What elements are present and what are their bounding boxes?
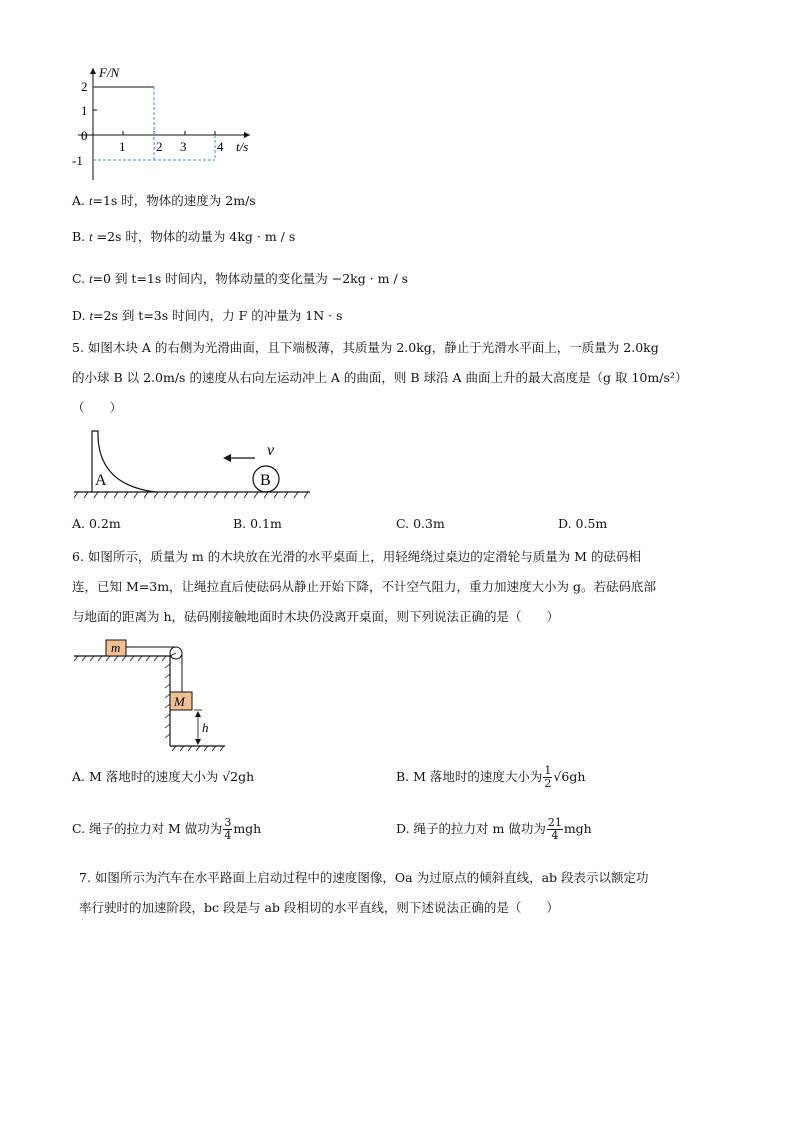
height-label: h <box>202 720 209 735</box>
q4-option-b: B. t =2s 时，物体的动量为 4kg · m / s <box>72 229 296 244</box>
y-tick-2: 2 <box>81 79 88 94</box>
q5-option-b: B. 0.1m <box>233 516 282 531</box>
block-m-label: m <box>111 640 121 655</box>
y-tick-neg1: -1 <box>72 153 83 168</box>
y-axis-label: F/N <box>99 65 120 80</box>
q6-stem-line1: 6. 如图所示，质量为 m 的木块放在光滑的水平桌面上，用轻绳绕过桌边的定滑轮与质量为 M 的砝码相 <box>72 549 641 564</box>
q5-stem-line1: 5. 如图木块 A 的右侧为光滑曲面，且下端极薄，其质量为 2.0kg，静止于光滑水平面上，一质量为 2.0kg <box>72 340 659 355</box>
force-time-graph <box>70 62 270 182</box>
x-tick-4: 4 <box>217 139 224 154</box>
q4-option-c: C. t=0 到 t=1s 时间内，物体动量的变化量为 −2kg · m / s <box>72 271 409 286</box>
y-tick-1: 1 <box>81 103 88 118</box>
q5-stem-line2: 的小球 B 以 2.0m/s 的速度从右向左运动冲上 A 的曲面，则 B 球沿 A 曲面上升的最大高度是（g 取 10m/s²） <box>72 370 688 385</box>
block-big-m-label: M <box>174 694 185 709</box>
q4-option-a: A. t=1s 时，物体的速度为 2m/s <box>72 193 256 208</box>
q5-option-c: C. 0.3m <box>396 516 445 531</box>
q5-figure <box>70 425 315 500</box>
q6-figure <box>70 634 230 754</box>
q6-option-c: C. 绳子的拉力对 M 做功为 $\frac{3}{4}$ mgh <box>72 816 262 842</box>
velocity-label: v <box>267 442 275 459</box>
q5-option-d: D. 0.5m <box>558 516 608 531</box>
y-tick-0: 0 <box>81 128 88 143</box>
q5-option-a: A. 0.2m <box>72 516 121 531</box>
x-tick-3: 3 <box>180 139 187 154</box>
x-tick-2: 2 <box>156 139 163 154</box>
q7-stem-line1: 7. 如图所示为汽车在水平路面上启动过程中的速度图像，Oa 为过原点的倾斜直线，ab 段表示以额定功 <box>79 870 649 885</box>
q6-option-b: B. M 落地时的速度大小为 $\frac{1}{2}$ √6gh <box>396 764 586 790</box>
ball-b-label: B <box>260 472 271 489</box>
q6-option-d: D. 绳子的拉力对 m 做功为 $\frac{21}{4}$ mgh <box>396 816 592 842</box>
q6-option-a: A. M 落地时的速度大小为 √2gh <box>72 769 255 784</box>
q5-stem-line3: （ ） <box>72 400 123 415</box>
q4-option-d: D. t=2s 到 t=3s 时间内，力 F 的冲量为 1N · s <box>72 308 343 323</box>
x-tick-1: 1 <box>119 139 126 154</box>
x-axis-label: t/s <box>236 139 249 154</box>
q6-stem-line2: 连，已知 M=3m，让绳拉直后使砝码从静止开始下降，不计空气阻力，重力加速度大小为 g。若砝码底部 <box>72 579 657 594</box>
block-a-label: A <box>95 472 107 489</box>
q7-stem-line2: 率行驶时的加速阶段，bc 段是与 ab 段相切的水平直线，则下述说法正确的是（ ） <box>79 900 559 915</box>
q6-stem-line3: 与地面的距离为 h，砝码刚接触地面时木块仍没离开桌面，则下列说法正确的是（ ） <box>72 609 560 624</box>
